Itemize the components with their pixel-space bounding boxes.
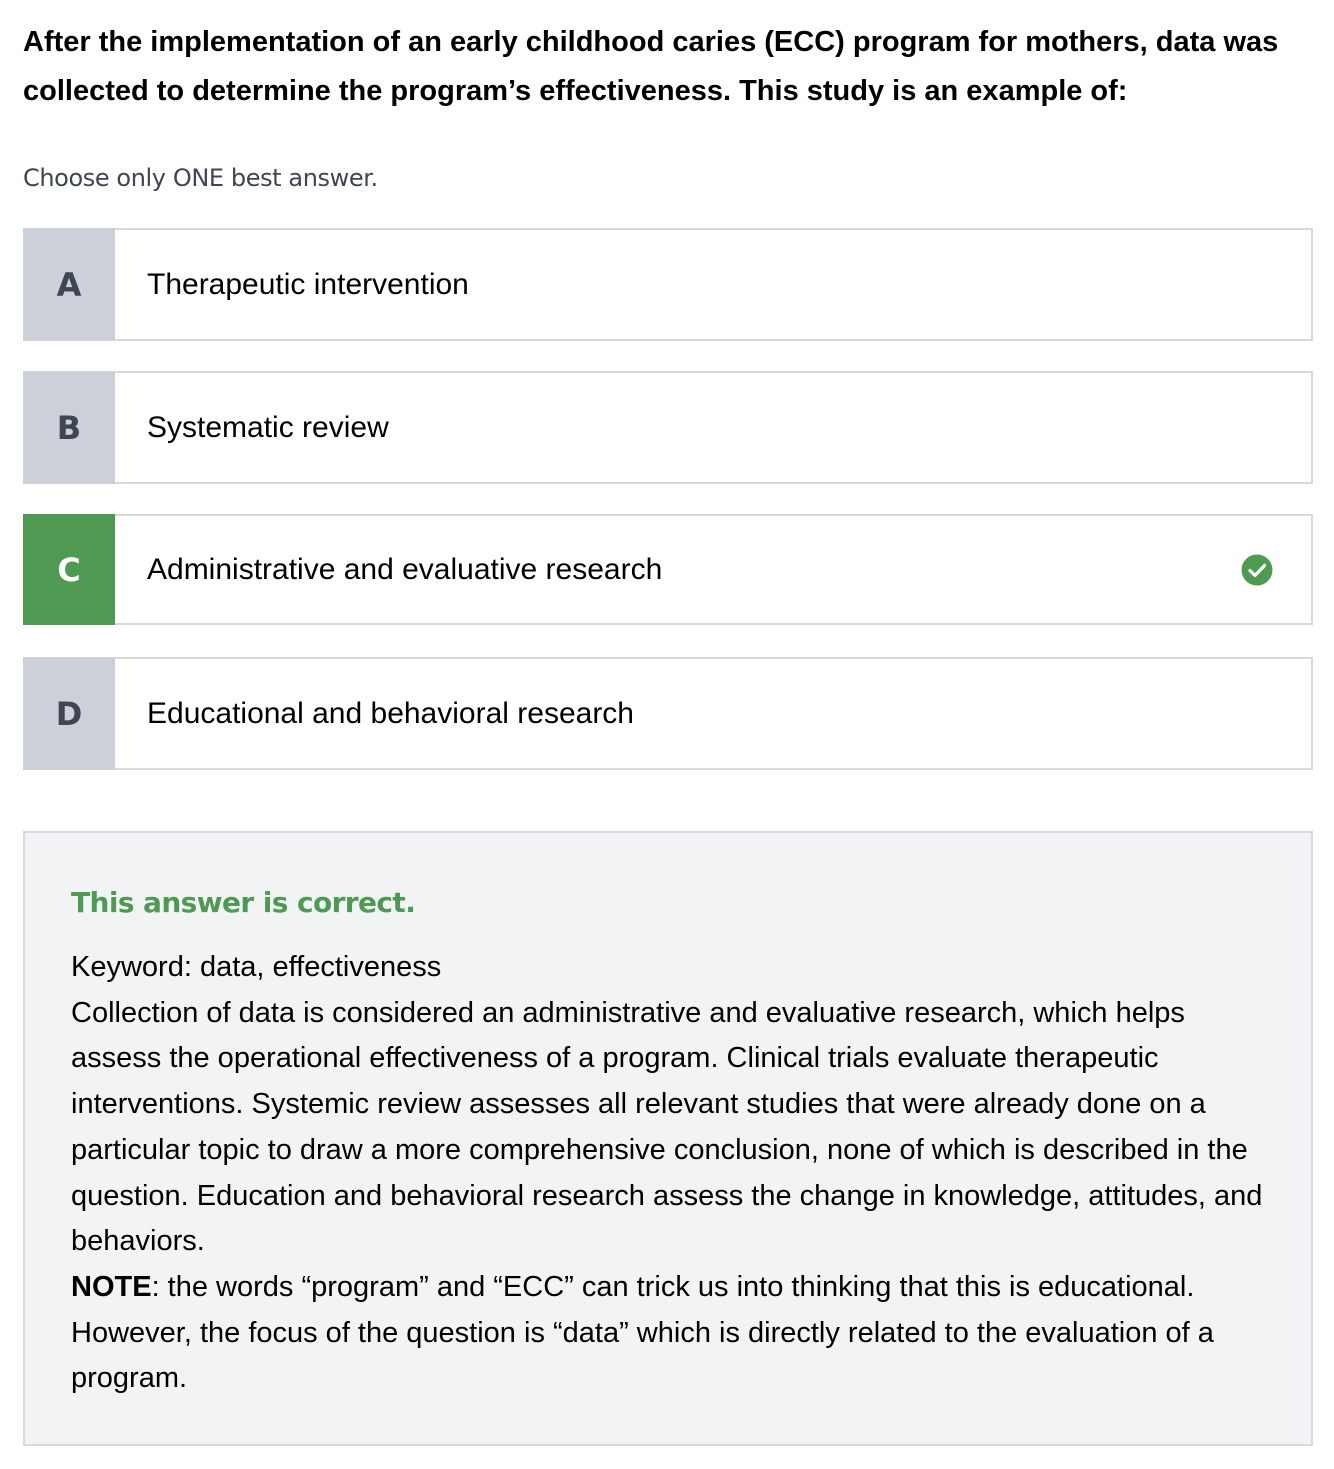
option-letter: A	[23, 228, 115, 341]
feedback-keyword: Keyword: data, effectiveness	[71, 951, 442, 983]
option-d[interactable]	[23, 657, 1313, 770]
feedback-note	[71, 1265, 1265, 1402]
option-label: Educational and behavioral research	[147, 696, 634, 730]
note-text: : the words “program” and “ECC” can trick us into thinking that this is educational. However, the focus of the question is “data” which is directly related to the evaluation of a program.	[71, 1270, 1214, 1395]
answer-feedback-panel	[23, 831, 1313, 1446]
feedback-explanation	[71, 945, 1265, 1402]
check-circle-icon	[1241, 554, 1273, 586]
option-letter: C	[23, 514, 115, 625]
answer-instruction: Choose only ONE best answer.	[23, 164, 378, 192]
option-letter: B	[23, 371, 115, 484]
note-label: NOTE	[71, 1270, 152, 1303]
feedback-status: This answer is correct.	[71, 886, 416, 919]
option-a[interactable]	[23, 228, 1313, 341]
question-text: After the implementation of an early childhood caries (ECC) program for mothers, data was collected to determine the program’s effectiveness. This study is an example of:	[23, 26, 1279, 107]
answer-options	[23, 228, 1313, 800]
option-label: Therapeutic intervention	[147, 267, 469, 301]
option-letter: D	[23, 657, 115, 770]
option-b[interactable]	[23, 371, 1313, 484]
option-c[interactable]	[23, 514, 1313, 625]
option-label: Administrative and evaluative research	[147, 552, 663, 586]
option-label: Systematic review	[147, 410, 389, 444]
feedback-explanation-text: Collection of data is considered an administrative and evaluative research, which helps assess the operational effectiveness of a program. Clinical trials evaluate therapeutic interventions. Systemic review assesses all relevant studies that were already done on a particular topic to draw a more comprehensive conclusion, none of which is described in the question. Education and behavioral research assess the change in knowledge, attitudes, and behaviors.	[71, 996, 1263, 1258]
